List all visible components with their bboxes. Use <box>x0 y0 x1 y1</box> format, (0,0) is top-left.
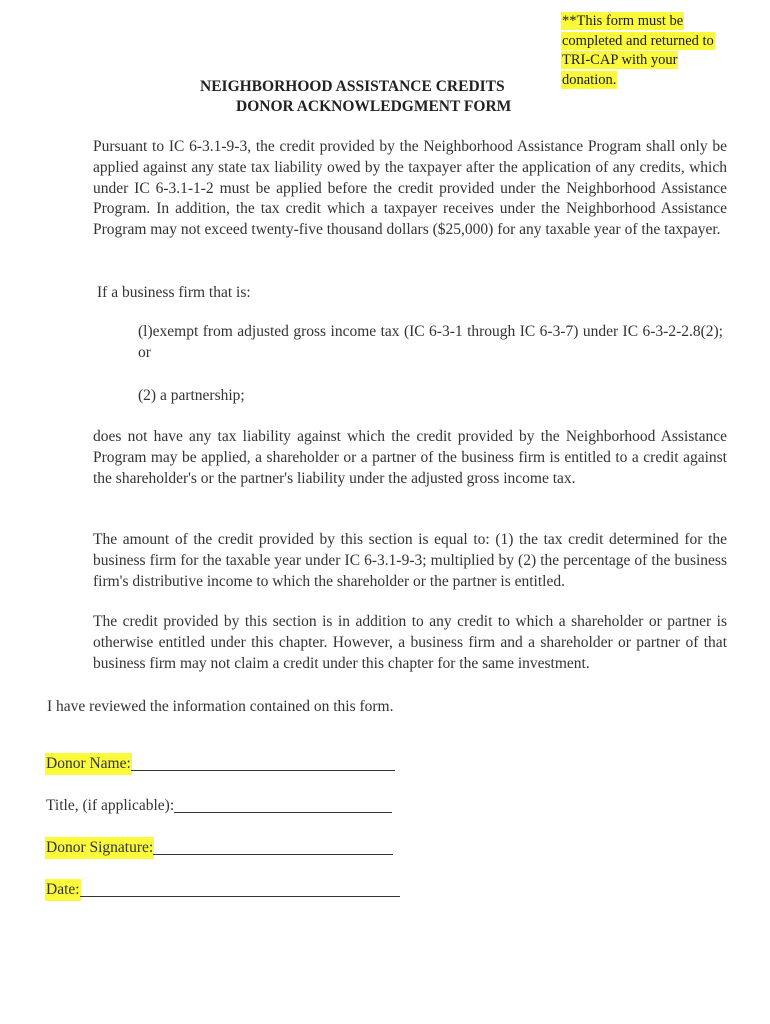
date-field[interactable] <box>46 880 400 900</box>
title-line[interactable] <box>174 796 392 813</box>
note-line-2: completed and returned to <box>562 32 714 49</box>
donor-name-label: Donor Name: <box>46 755 131 772</box>
note-line-1: **This form must be <box>562 13 684 29</box>
title-label: Title, (if applicable): <box>46 797 175 814</box>
note-line-3: TRI-CAP with your <box>562 52 678 68</box>
form-title <box>200 77 560 117</box>
paragraph-additional-credit: The credit provided by this section is in addition to any credit to which a shareholder or partner is otherwise entitled under this chapter. However, a business firm and a shareholder or partner of that business firm may not claim a credit under this chapter for the same investment. <box>93 613 727 672</box>
form-title-line-1: NEIGHBORHOOD ASSISTANCE CREDITS <box>200 78 505 95</box>
paragraph-no-liability: does not have any tax liability against which the credit provided by the Neighborhood Assistance Program may be applied, a shareholder or a partner of the business firm is entitled to a credit against the shareholder's or the partner's liability under the adjusted gross income tax. <box>93 428 727 487</box>
list-item-partnership: (2) a partnership; <box>138 387 245 404</box>
review-statement: I have reviewed the information contained on this form. <box>47 698 394 715</box>
title-field[interactable] <box>46 796 392 816</box>
date-label: Date: <box>46 881 80 898</box>
list-item-exempt: (l)exempt from adjusted gross income tax (IC 6-3-1 through IC 6-3-7) under IC 6-3-2-2.8(2); or <box>138 323 723 361</box>
paragraph-credit-application: Pursuant to IC 6-3.1-9-3, the credit provided by the Neighborhood Assistance Program shall only be applied against any state tax liability owed by the taxpayer after the application of any credits, which under IC 6-3.1-1-2 must be applied before the credit provided under the Neighborhood Assistance Program. In addition, the tax credit which a taxpayer receives under the Neighborhood Assistance Program may not exceed twenty-five thousand dollars ($25,000) for any taxable year of the taxpayer. <box>93 138 727 239</box>
paragraph-business-firm-intro: If a business firm that is: <box>97 284 251 301</box>
donor-signature-field[interactable] <box>46 838 393 858</box>
date-line[interactable] <box>80 880 400 897</box>
note-line-4: donation. <box>562 71 617 88</box>
donor-name-line[interactable] <box>131 754 395 771</box>
return-instructions-note <box>562 12 734 90</box>
paragraph-credit-amount: The amount of the credit provided by this section is equal to: (1) the tax credit determined for the business firm for the taxable year under IC 6-3.1-9-3; multiplied by (2) the percentage of the business firm's distributive income to which the shareholder or the partner is entitled. <box>93 531 727 590</box>
donor-name-field[interactable] <box>46 754 395 774</box>
donor-signature-label: Donor Signature: <box>46 839 154 856</box>
form-title-line-2: DONOR ACKNOWLEDGMENT FORM <box>236 98 512 115</box>
donor-signature-line[interactable] <box>153 838 393 855</box>
